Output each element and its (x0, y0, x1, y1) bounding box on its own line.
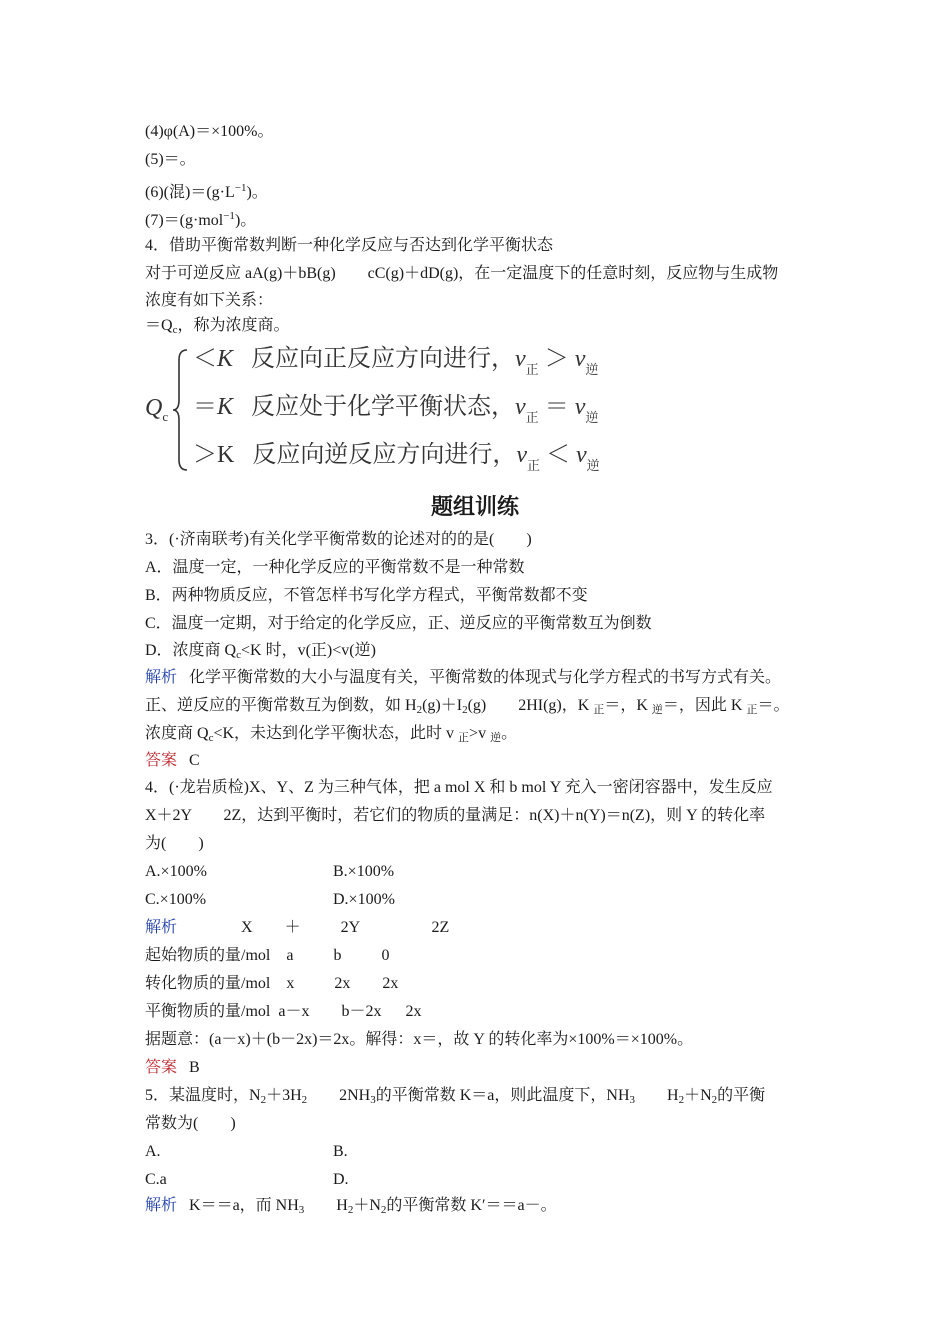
question-4-stem: 为( ) (145, 835, 204, 852)
question-5-stem: 5．某温度时，$N_2+3H_2$ $2NH_3$的平衡常数 K＝a，则此温度下，$NH_3$ $H_2+N_2$的平衡 (145, 1087, 766, 1106)
q5-option-b: B. (333, 1143, 348, 1160)
qc-row-less: ＜K 反应向正反应方向进行，$v_正 > v_逆$ (193, 346, 599, 377)
formula-line-7: (7)＝(g·mol$^{-1}$)。 (145, 210, 257, 229)
paragraph-line: 对于可逆反应 aA(g)＋bB(g) cC(g)＋dD(g)，在一定温度下的任意时刻，反应物与生成物 (145, 265, 779, 282)
qc-symbol: $Q_c$ (145, 395, 169, 424)
section-title: 题组训练 (430, 495, 519, 520)
q4-options-row-1: A.×100% (145, 863, 207, 880)
q5-option-c: C.a (145, 1171, 167, 1188)
left-brace (171, 348, 191, 472)
q5-analysis: 解析 K＝＝a，而 $NH_3$ $H_2+N_2$的平衡常数 K′＝＝a－。 (145, 1197, 557, 1216)
q3-analysis: 解析 化学平衡常数的大小与温度有关，平衡常数的体现式与化学方程式的书写方式有关。 (145, 669, 782, 686)
q4-option-d: D.×100% (333, 891, 395, 908)
q3-option-d: D．浓度商 $Q_c<K$ 时，v(正)<v(逆) (145, 642, 376, 661)
q3-option-a: A．温度一定，一种化学反应的平衡常数不是一种常数 (145, 559, 525, 576)
formula-line-4: (4)φ(A)＝×100%。 (145, 123, 274, 140)
qc-row-equal: ＝K 反应处于化学平衡状态，$v_正 = v_逆$ (193, 394, 599, 425)
q4-calculation: 据题意：(a－x)＋(b－2x)＝2x。解得：x＝，故 Y 的转化率为×100%＝×100%。 (145, 1031, 694, 1048)
q3-answer: 答案 C (145, 752, 200, 769)
q5-option-d: D. (333, 1171, 349, 1188)
q3-option-b: B．两种物质反应，不管怎样书写化学方程式，平衡常数都不变 (145, 587, 588, 604)
formula-line-6: (6)(混)$=(g\cdot L^{-1})$。 (145, 182, 268, 201)
q3-analysis-line: 正、逆反应的平衡常数互为倒数，如 $H_2(g)+I_2(g)$ 2HI(g)，K $_正$＝，K $_逆$＝，因此 K $_正$＝。 (145, 697, 790, 716)
q4-option-c: C.×100% (145, 891, 207, 908)
q5-option-a: A. (145, 1143, 161, 1160)
q3-option-c: C．温度一定期，对于给定的化学反应，正、逆反应的平衡常数互为倒数 (145, 615, 652, 632)
q4-table-row: 转化物质的量/mol x 2x 2x (145, 975, 399, 992)
answer-label: 答案 (145, 752, 178, 769)
analysis-label: 解析 (145, 919, 178, 936)
question-5-stem: 常数为( ) (145, 1115, 236, 1132)
formula-line-5: (5)＝。 (145, 151, 196, 168)
q4-table-row: 起始物质的量/mol a b 0 (145, 947, 390, 964)
question-4-stem: 4．(·龙岩质检)X、Y、Z 为三种气体，把 a mol X 和 b mol Y 充入一密闭容器中，发生反应 (145, 779, 773, 796)
answer-label: 答案 (145, 1059, 178, 1076)
analysis-label: 解析 (145, 669, 178, 686)
section-heading-4: 4．借助平衡常数判断一种化学反应与否达到化学平衡状态 (145, 237, 554, 254)
q3-analysis-line: 浓度商 $Q_c<K$，未达到化学平衡状态，此时 v $_正$>v $_逆$。 (145, 725, 518, 744)
q4-table-row: 平衡物质的量/mol a－x b－2x 2x (145, 1003, 422, 1020)
q4-analysis: 解析 X ＋ 2Y 2Z (145, 919, 450, 936)
q4-answer: 答案 B (145, 1059, 200, 1076)
analysis-label: 解析 (145, 1197, 178, 1214)
q4-option-b: B.×100% (333, 863, 395, 880)
qc-comparison-figure (145, 340, 625, 480)
qc-row-greater: ＞K 反应向逆反应方向进行，$v_正 < v_逆$ (193, 442, 600, 473)
question-3-stem: 3．(·济南联考)有关化学平衡常数的论述对的的是( ) (145, 531, 532, 548)
paragraph-line: $=Q_c$，称为浓度商。 (145, 317, 290, 336)
paragraph-line: 浓度有如下关系： (145, 292, 274, 309)
question-4-stem: X＋2Y 2Z，达到平衡时，若它们的物质的量满足：n(X)＋n(Y)＝n(Z)，则 Y 的转化率 (145, 807, 766, 824)
